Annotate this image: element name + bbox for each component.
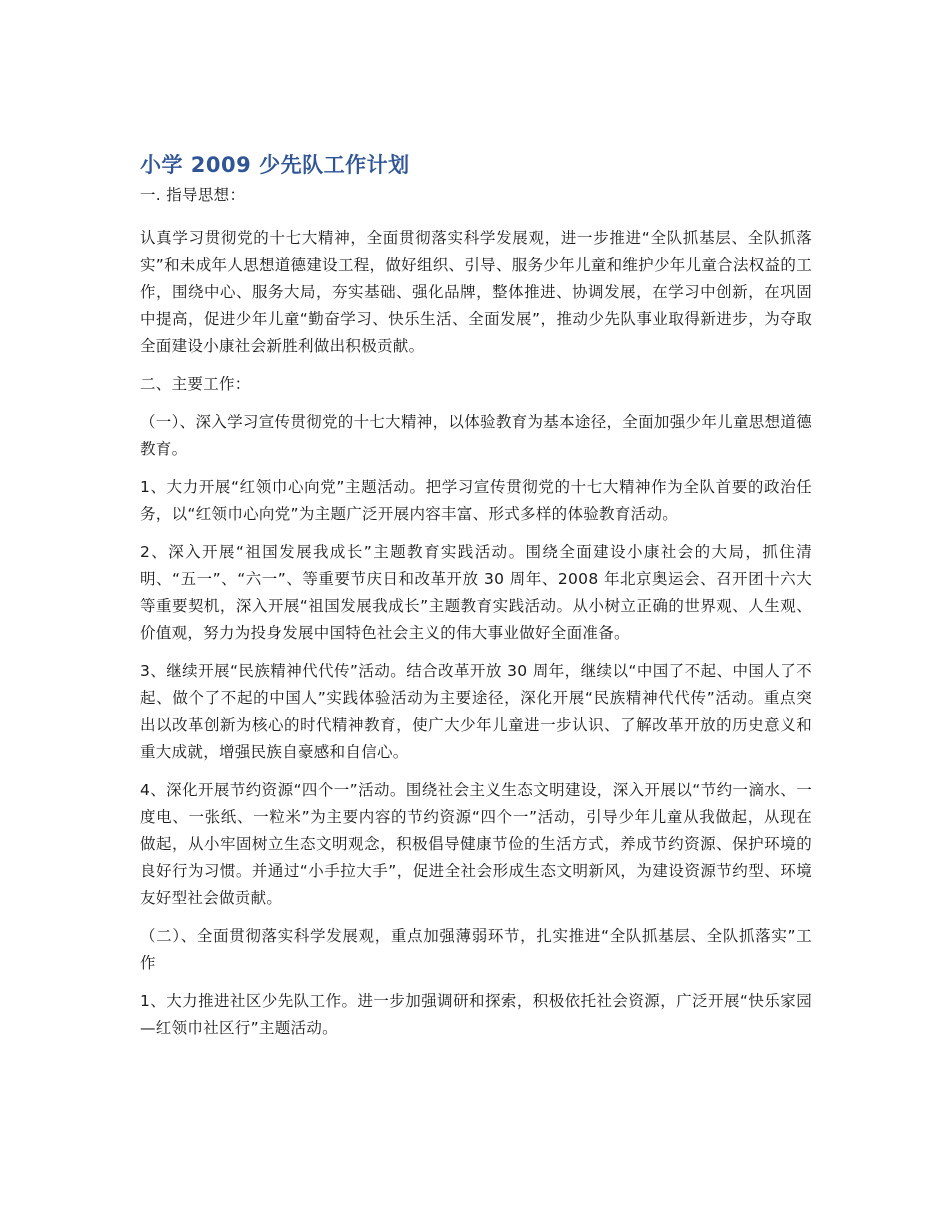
paragraph-item-2-1: 1、大力推进社区少先队工作。进一步加强调研和探索，积极依托社会资源，广泛开展“快乐家园—红领巾社区行”主题活动。 — [140, 992, 812, 1037]
paragraph-item-2: 2、深入开展“祖国发展我成长”主题教育实践活动。围绕全面建设小康社会的大局，抓住清明、“五一”、“六一”、等重要节庆日和改革开放 30 周年、2008 年北京奥运会、召开团十六大等重要契机，深入开展“祖国发展我成长”主题教育实践活动。从小树立正确的世界观、人生观、价值观，努力为投身发展中国特色社会主义的伟大事业做好全面准备。 — [140, 543, 812, 642]
paragraph-item-4: 4、深化开展节约资源“四个一”活动。围绕社会主义生态文明建设，深入开展以“节约一滴水、一度电、一张纸、一粒米”为主要内容的节约资源“四个一”活动，引导少年儿童从我做起，从现在做起，从小牢固树立生态文明观念，积极倡导健康节俭的生活方式，养成节约资源、保护环境的良好行为习惯。并通过“小手拉大手”，促进全社会形成生态文明新风，为建设资源节约型、环境友好型社会做贡献。 — [140, 781, 812, 907]
section-heading-guiding-ideology: 一. 指导思想： — [140, 186, 246, 204]
document-body — [140, 150, 812, 1053]
paragraph-guiding-ideology: 认真学习贯彻党的十七大精神，全面贯彻落实科学发展观，进一步推进“全队抓基层、全队抓落实”和未成年人思想道德建设工程，做好组织、引导、服务少年儿童和维护少年儿童合法权益的工作，围绕中心、服务大局，夯实基础、强化品牌，整体推进、协调发展，在学习中创新，在巩固中提高，促进少年儿童“勤奋学习、快乐生活、全面发展”，推动少先队事业取得新进步，为夺取全面建设小康社会新胜利做出积极贡献。 — [140, 229, 812, 355]
paragraph-item-1: 1、大力开展“红领巾心向党”主题活动。把学习宣传贯彻党的十七大精神作为全队首要的政治任务，以“红领巾心向党”为主题广泛开展内容丰富、形式多样的体验教育活动。 — [140, 478, 812, 523]
subsection-heading-2: （二）、全面贯彻落实科学发展观，重点加强薄弱环节，扎实推进“全队抓基层、全队抓落实”工作 — [140, 927, 812, 972]
section-heading-main-work: 二、主要工作： — [140, 375, 251, 393]
document-title: 小学 2009 少先队工作计划 — [140, 153, 410, 177]
paragraph-item-3: 3、继续开展“民族精神代代传”活动。结合改革开放 30 周年，继续以“中国了不起、中国人了不起、做个了不起的中国人”实践体验活动为主要途径，深化开展“民族精神代代传”活动。重点突出以改革创新为核心的时代精神教育，使广大少年儿童进一步认识、了解改革开放的历史意义和重大成就，增强民族自豪感和自信心。 — [140, 662, 812, 761]
subsection-heading-1: （一）、深入学习宣传贯彻党的十七大精神，以体验教育为基本途径，全面加强少年儿童思想道德教育。 — [140, 413, 812, 458]
